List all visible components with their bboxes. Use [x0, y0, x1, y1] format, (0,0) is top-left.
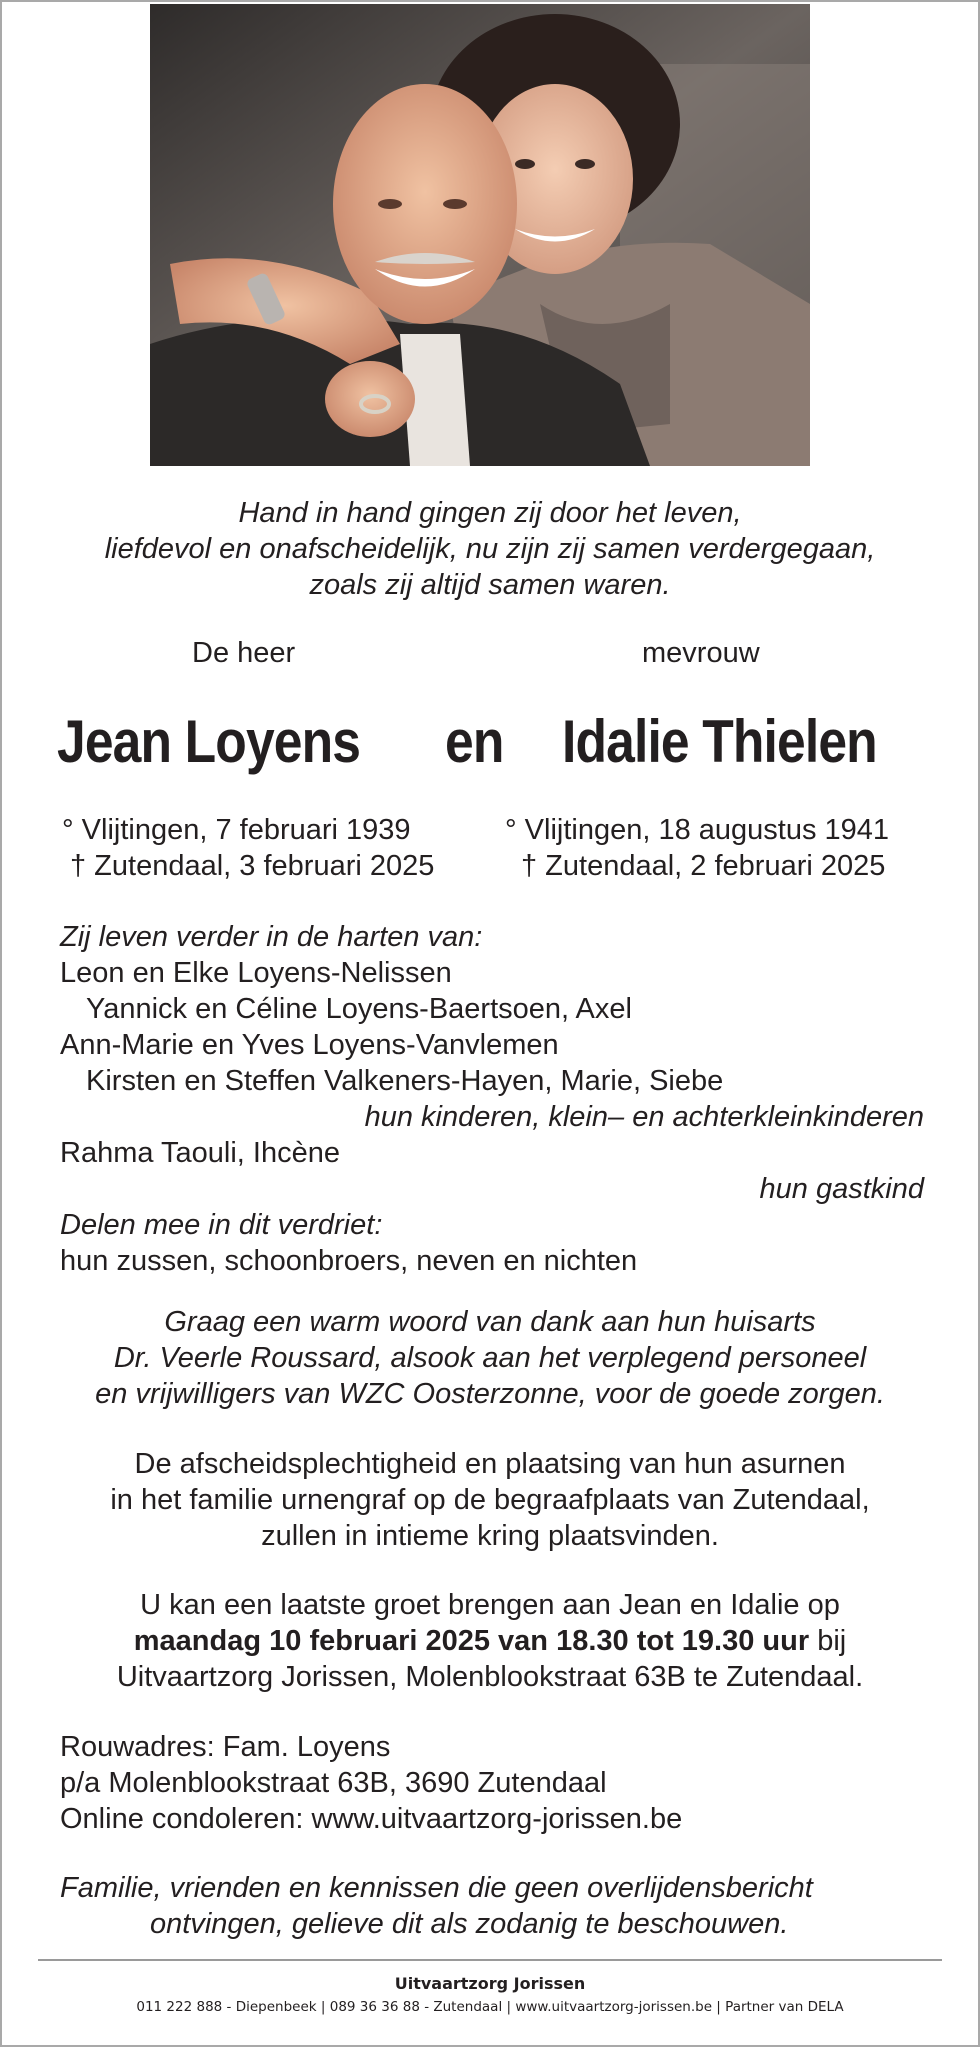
visit-date: maandag 10 februari 2025 van 18.30 tot 19.30 uur: [133, 1625, 810, 1657]
right-dates: [505, 812, 889, 884]
visit-line: Uitvaartzorg Jorissen, Molenblookstraat 63B te Zutendaal.: [116, 1661, 864, 1693]
right-name: Idalie Thielen: [562, 708, 877, 775]
left-name: Jean Loyens: [57, 708, 361, 775]
left-title: De heer: [192, 637, 296, 669]
share-line: hun zussen, schoonbroers, neven en nichten: [60, 1245, 638, 1277]
family-line: Kirsten en Steffen Valkeners-Hayen, Marie, Siebe: [86, 1065, 724, 1097]
thanks-line: en vrijwilligers van WZC Oosterzonne, voor de goede zorgen.: [95, 1378, 885, 1410]
foster-caption: hun gastkind: [759, 1173, 924, 1205]
quote-line: liefdevol en onafscheidelijk, nu zijn zij samen verdergegaan,: [104, 533, 876, 565]
thanks: [2, 1304, 978, 1412]
ceremony: [2, 1446, 978, 1554]
children-caption: hun kinderen, klein– en achterkleinkinderen: [364, 1101, 924, 1133]
share-intro: Delen mee in dit verdriet:: [60, 1209, 383, 1241]
footer-separator: |: [502, 1999, 516, 2015]
left-born: ° Vlijtingen, 7 februari 1939: [62, 814, 411, 846]
closing-line: Familie, vrienden en kennissen die geen overlijdensbericht: [60, 1872, 813, 1904]
footer-phone-zutendaal: 089 36 36 88 - Zutendaal: [329, 1999, 503, 2015]
footer-separator: |: [316, 1999, 330, 2015]
right-title: mevrouw: [642, 637, 760, 669]
closing-line: ontvingen, gelieve dit als zodanig te beschouwen.: [150, 1908, 789, 1940]
visit-date-line: [2, 1623, 978, 1659]
quote-line: zoals zij altijd samen waren.: [309, 569, 671, 601]
address: [60, 1729, 682, 1837]
visit: [2, 1587, 978, 1695]
left-dates: [62, 812, 434, 884]
family-intro: Zij leven verder in de harten van:: [60, 921, 483, 953]
footer-info: [2, 1999, 978, 2015]
condolence-line: [60, 1801, 682, 1837]
ceremony-line: in het familie urnengraf op de begraafplaats van Zutendaal,: [110, 1484, 870, 1516]
family-line: Yannick en Céline Loyens-Baertsoen, Axel: [86, 993, 632, 1025]
name-connector: en: [445, 708, 504, 775]
closing: [60, 1870, 813, 1942]
left-died: † Zutendaal, 3 februari 2025: [70, 850, 435, 882]
footer-title: Uitvaartzorg Jorissen: [394, 1974, 586, 1993]
visit-line: U kan een laatste groet brengen aan Jean en Idalie op: [140, 1589, 840, 1621]
foster-line: Rahma Taouli, Ihcène: [60, 1137, 340, 1169]
family-section: [60, 919, 924, 1279]
footer-phone-diepenbeek: 011 222 888 - Diepenbeek: [136, 1999, 317, 2015]
footer-website-link[interactable]: www.uitvaartzorg-jorissen.be: [515, 1999, 713, 2015]
ceremony-line: De afscheidsplechtigheid en plaatsing van hun asurnen: [134, 1448, 846, 1480]
right-born: ° Vlijtingen, 18 augustus 1941: [505, 814, 890, 846]
family-line: Ann-Marie en Yves Loyens-Vanvlemen: [60, 1029, 559, 1061]
couple-photo-image: [150, 4, 810, 466]
condolence-label: Online condoleren:: [60, 1803, 312, 1835]
address-line: Rouwadres: Fam. Loyens: [60, 1731, 391, 1763]
thanks-line: Graag een warm woord van dank aan hun huisarts: [164, 1306, 816, 1338]
footer-divider: [38, 1959, 942, 1961]
quote: [2, 495, 978, 603]
ceremony-line: zullen in intieme kring plaatsvinden.: [261, 1520, 719, 1552]
address-line: p/a Molenblookstraat 63B, 3690 Zutendaal: [60, 1767, 607, 1799]
right-died: † Zutendaal, 2 februari 2025: [521, 850, 886, 882]
quote-line: Hand in hand gingen zij door het leven,: [238, 497, 742, 529]
visit-date-suffix: bij: [809, 1625, 847, 1657]
family-line: Leon en Elke Loyens-Nelissen: [60, 957, 452, 989]
thanks-line: Dr. Veerle Roussard, alsook aan het verplegend personeel: [113, 1342, 867, 1374]
couple-photo: [150, 4, 810, 466]
condolence-link[interactable]: www.uitvaartzorg-jorissen.be: [311, 1803, 683, 1835]
footer-separator: |: [712, 1999, 726, 2015]
footer-partner: Partner van DELA: [725, 1999, 844, 2015]
